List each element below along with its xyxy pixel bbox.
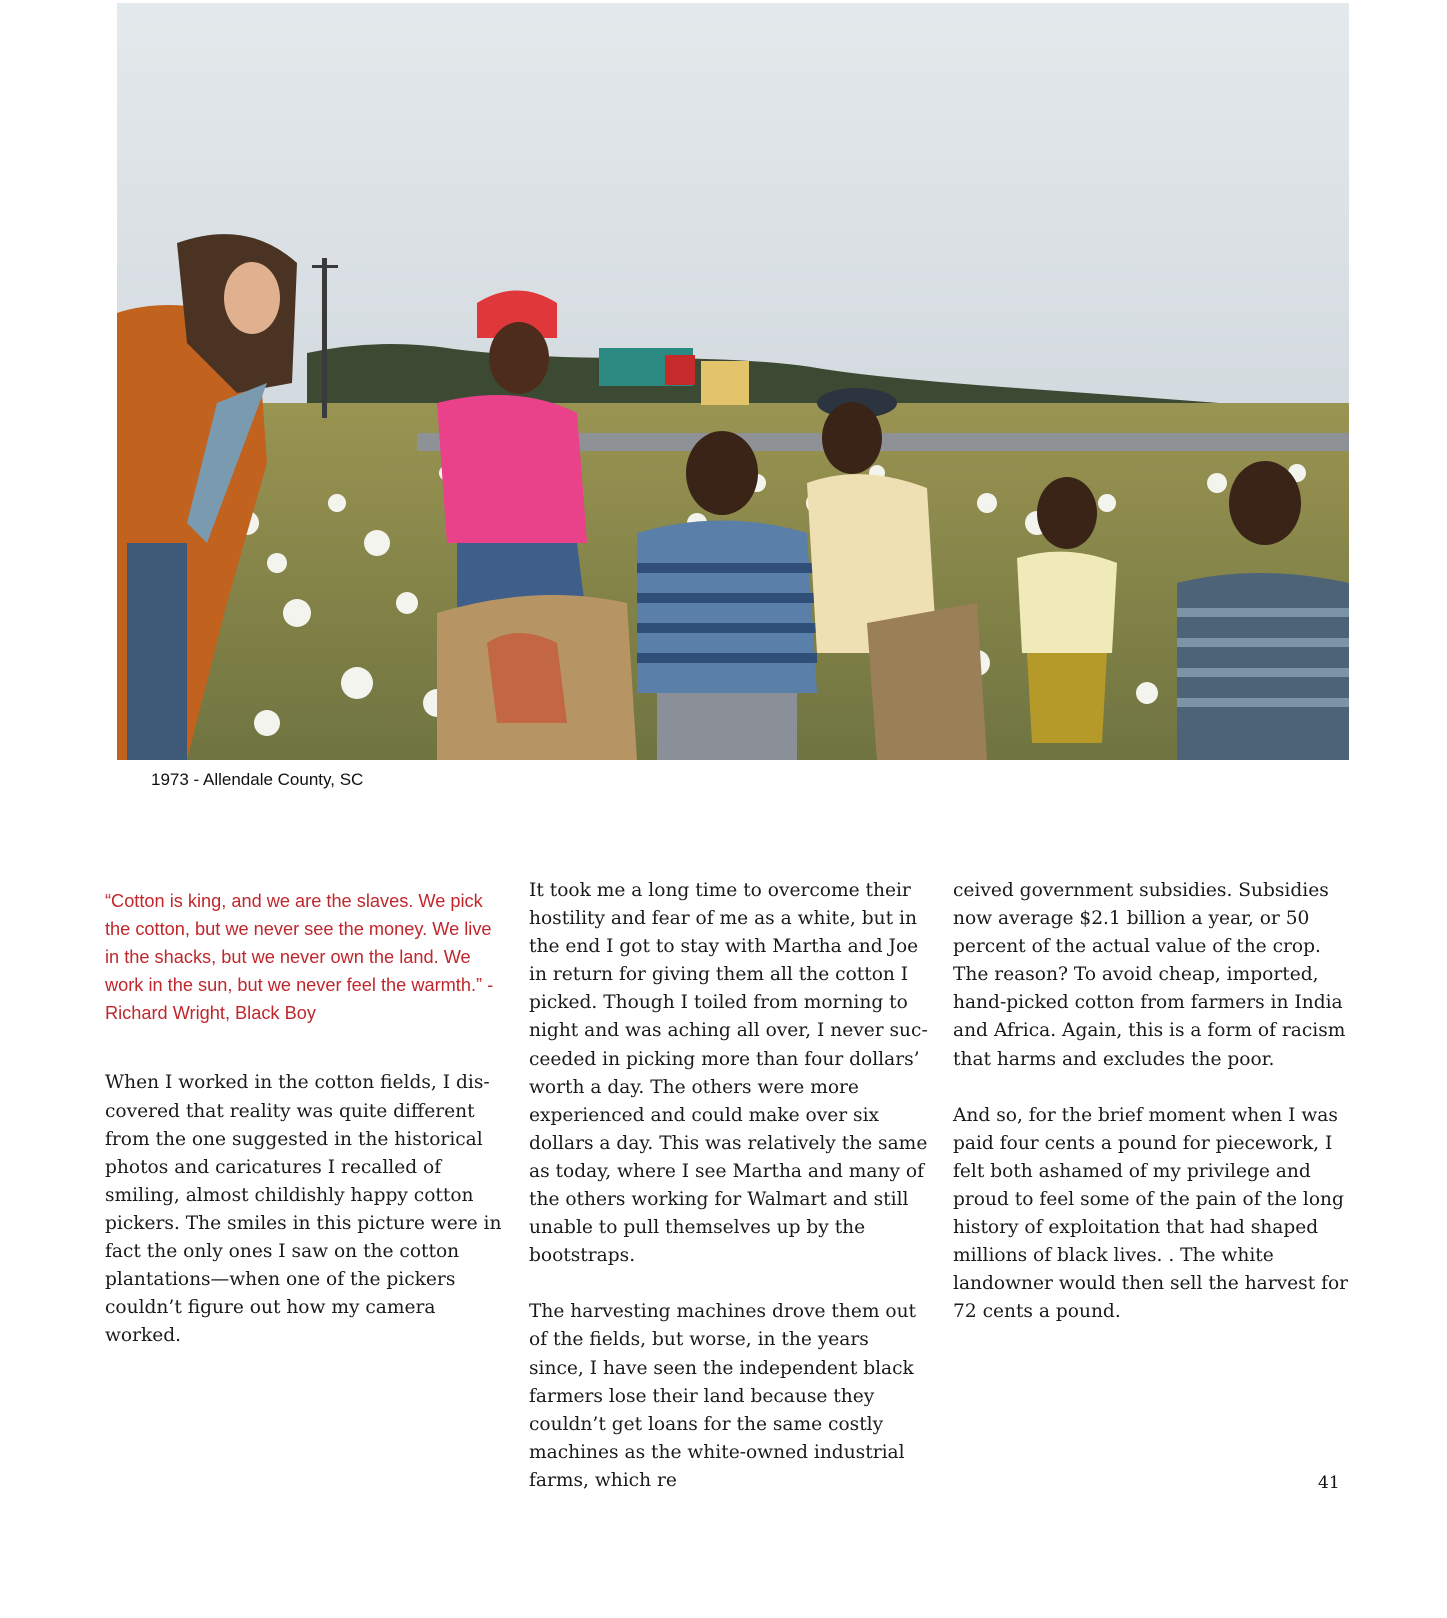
text-column-3 (953, 877, 1353, 1354)
utility-pole (322, 258, 327, 418)
text-column-2 (529, 877, 929, 1523)
paragraph: And so, for the brief moment when I was paid four cents a pound for piecework, I felt both ashamed of my privilege and proud to feel some of the pain of the long history of exploitation that had shaped millions of black lives. . The white landowner would then sell the harvest for 72 cents a pound. (953, 1104, 1349, 1323)
paragraph: ceived government subsidies. Subsidies now average $2.1 billion a year, or 50 percent of the actual value of the crop. The reason? To avoid cheap, imported, hand-picked cotton from farmers in India and Africa. Again, this is a form of racism that harms and excludes the poor. (953, 880, 1346, 1070)
cotton-field-photo (117, 3, 1349, 760)
paragraph: It took me a long time to overcome their hostility and fear of me as a white, but in the end I got to stay with Martha and Joe in return for giving them all the cotton I picked. Though I toiled from morning to night and was aching all over, I never succeeded in picking more than four dollars’ worth a day. The others were more experienced and could make over six dollars a day. This was relatively the same as today, where I see Martha and many of the others working for Walmart and still unable to pull themselves up by the bootstraps. (529, 880, 928, 1267)
text-column-1 (105, 877, 505, 1378)
billboard-sign-yellow (701, 361, 749, 405)
photograph-icon (117, 3, 1349, 760)
sky (117, 3, 1349, 423)
page-number: 41 (1318, 1473, 1340, 1493)
photo-caption: 1973 - Allendale County, SC (151, 770, 364, 789)
paragraph: When I worked in the cotton fields, I discovered that reality was quite different from the one suggested in the historical photos and caricatures I recalled of smiling, almost childishly happy cotton pickers. The smiles in this picture were in fact the only ones I saw on the cotton plantations—when one of the pickers couldn’t figure out how my camera worked. (105, 1072, 502, 1347)
paragraph: The harvesting machines drove them out of the fields, but worse, in the years since, I have seen the independent black farmers lose their land because they couldn’t get loans for the same costly machines as the white-owned industrial farms, which re (529, 1301, 917, 1491)
pull-quote: “Cotton is king, and we are the slaves. We pick the cotton, but we never see the money. We live in the shacks, but we never own the land. We work in the sun, but we never feel the warmth.” - Richard Wright, Black Boy (105, 891, 494, 1024)
